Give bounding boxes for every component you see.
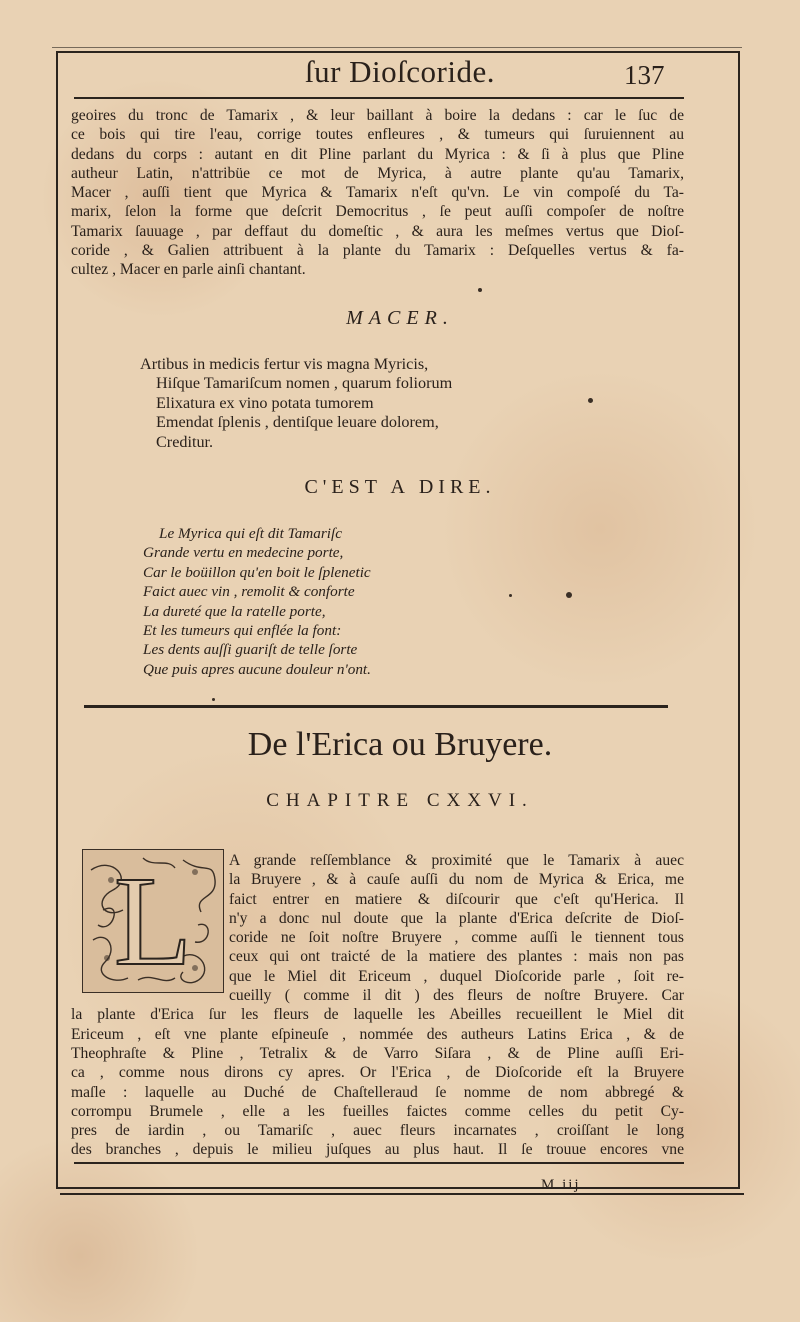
text-line: geoires du tronc de Tamarix , & leur baillant à boire la dedans : car le ſuc de <box>71 107 684 124</box>
verse-line: Emendat ſplenis , dentiſque leuare dolorem, <box>156 413 439 432</box>
ink-speck <box>478 288 482 292</box>
text-line: la Bruyere , & à cauſe auſſi du nom de Myrica & Erica, me <box>229 871 684 889</box>
printer-signature: M iij <box>541 1177 581 1193</box>
section-divider-rule <box>84 705 668 708</box>
text-line: ce bois qui tire l'eau, corrige toutes enfleures , & tumeurs qui ſuruiennent au <box>71 126 684 144</box>
text-line: A grande reſſemblance & proximité que le Tamarix à auec <box>229 852 684 869</box>
text-line: faict entrer en matiere & diſcourir que c'eſt qu'Herica. Il <box>229 890 684 908</box>
text-line: n'y a donc nul doute que la plante d'Erica deſcrite de Dioſ- <box>229 909 684 927</box>
verse-line: Grande vertu en medecine porte, <box>143 544 344 562</box>
text-line: ceux qui ont traicté de la matiere des plantes : mais non pas <box>229 948 684 966</box>
ink-speck <box>212 698 215 701</box>
chapter-number: CHAPITRE CXXVI. <box>266 790 534 811</box>
verse-line: Et les tumeurs qui enflée la font: <box>143 622 342 640</box>
text-line: cultez , Macer en parle ainſi chantant. <box>71 261 306 279</box>
text-line: cueilly ( comme il dit ) des fleurs de noſtre Bruyere. Car <box>229 987 684 1005</box>
french-verse <box>143 524 371 679</box>
verse-line: Artibus in medicis fertur vis magna Myricis, <box>140 355 429 373</box>
footer-rule <box>60 1193 744 1195</box>
header-rule <box>74 97 684 99</box>
inner-bottom-rule <box>74 1162 684 1164</box>
ink-speck <box>566 592 572 598</box>
text-line: coride ne ſoit noſtre Bruyere , comme auſſi le tiennent tous <box>229 929 684 947</box>
text-line: autheur Latin, n'attribüe ce mot de Myrica, à autre plante qu'au Tamarix, <box>71 164 684 182</box>
text-line: dedans du corps : autant en dit Pline parlant du Myrica : & ſi à plus que Pline <box>71 145 684 163</box>
paragraph-erica <box>71 851 684 1160</box>
verse-line: Creditur. <box>156 432 214 451</box>
verse-line: Les dents auſſi guariſt de telle ſorte <box>143 641 358 659</box>
text-line: Ericeum , eſt vne plante eſpineuſe , nommée des autheurs Latins Erica , & de <box>71 1025 684 1043</box>
text-line: ca , comme nous dirons cy apres. Or l'Erica , de Dioſcoride eſt la Bruyere <box>71 1064 684 1082</box>
top-outer-rule <box>52 47 742 48</box>
text-line: que le Miel dit Ericeum , duquel Dioſcoride parle , ſoit re- <box>229 967 684 985</box>
chapter-title: De l'Erica ou Bruyere. <box>247 726 553 763</box>
text-line: pres de iardin , ou Tamariſc , auec fleurs incarnates , croiſſant le long <box>71 1122 684 1140</box>
latin-verse <box>140 355 452 452</box>
text-line: Theophraſte & Pline , Tetralix & de Varro Siſara , & de Pline auſſi Eri- <box>71 1044 684 1062</box>
text-line: marix, ſelon la forme que deſcrit Democritus , ſe peut auſſi compoſer de noſtre <box>71 203 684 221</box>
verse-line: Que puis apres aucune douleur n'ont. <box>143 660 371 678</box>
verse-line: Car le boüillon qu'en boit le ſplenetic <box>143 563 371 581</box>
text-line: la plante d'Erica ſur les fleurs de laquelle les Abeilles recueillent le Miel dit <box>71 1006 684 1024</box>
text-line: Macer , auſſi tient que Myrica & Tamarix n'eſt qu'vn. Le vin compoſé du Ta- <box>71 184 684 202</box>
text-line: des branches , depuis le milieu juſques au plus haut. Il ſe trouue encores vne <box>71 1141 684 1159</box>
dropcap-letter: L <box>113 850 193 992</box>
section-heading-cest-a-dire: C'EST A DIRE. <box>304 476 496 498</box>
text-line: coride , & Galien attribuent à la plante du Tamarix : Deſquelles vertus & fa- <box>71 242 684 260</box>
ink-speck <box>588 398 593 403</box>
paragraph-tamarix <box>71 106 684 280</box>
text-line: corrompu Brumele , elle a les fueilles faictes comme celles du petit Cy- <box>71 1102 684 1120</box>
verse-line: La dureté que la ratelle porte, <box>143 602 326 620</box>
verse-line: Hiſque Tamariſcum nomen , quarum foliorum <box>156 374 453 393</box>
page-number: 137 <box>624 60 665 90</box>
text-line: Tamarix ſauuage , par deffaut du domeſtic , & aura les meſmes vertus que Dioſ- <box>71 222 684 240</box>
text-line: maſle : laquelle au Duché de Chaſtelleraud ſe nomme de nom abbregé & <box>71 1083 684 1101</box>
running-title: ſur Dioſcoride. <box>304 54 495 89</box>
section-heading-macer: MACER. <box>346 307 454 329</box>
verse-line: Elixatura ex vino potata tumorem <box>156 393 374 412</box>
ink-speck <box>509 594 512 597</box>
verse-line: Faict auec vin , remolit & conforte <box>143 583 355 601</box>
verse-line: Le Myrica qui eſt dit Tamariſc <box>159 525 342 542</box>
